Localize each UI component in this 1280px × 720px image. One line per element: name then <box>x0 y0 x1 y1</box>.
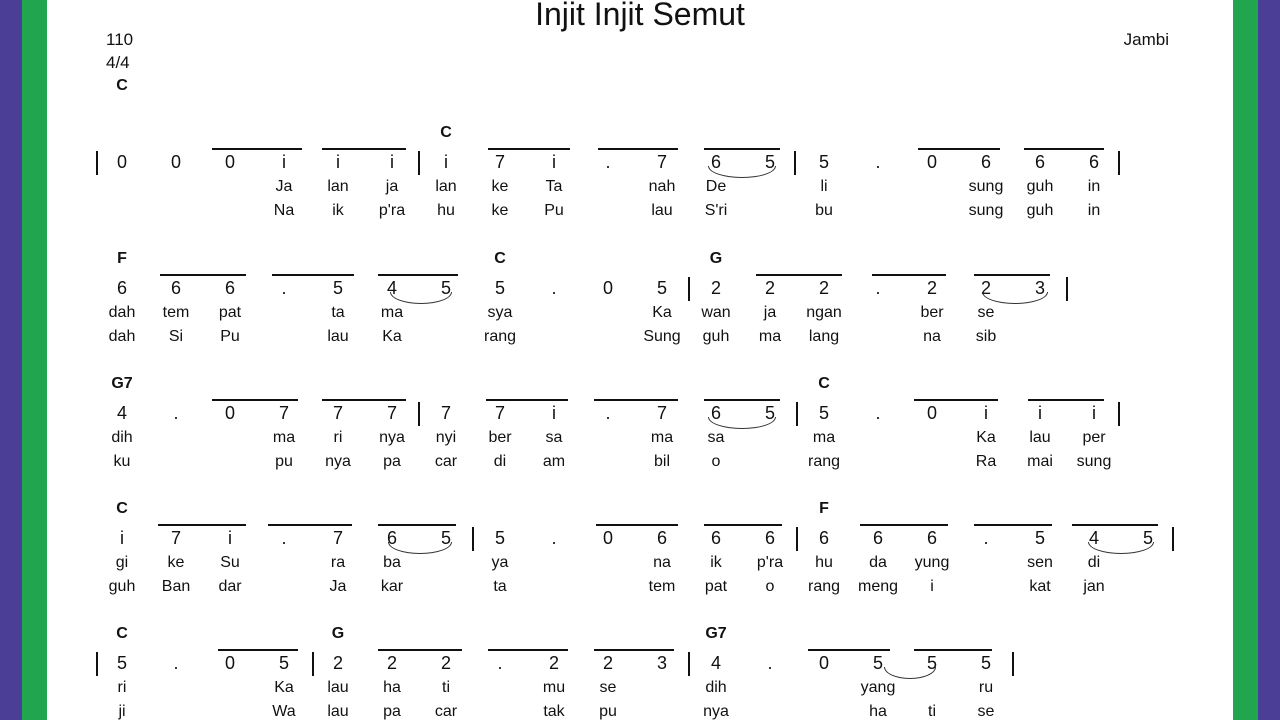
bar-line <box>794 151 796 175</box>
chord-symbol: F <box>819 500 829 517</box>
note-number: 5 <box>926 653 938 673</box>
lyric-verse-2: pat <box>704 578 728 595</box>
note-number: . <box>173 653 179 673</box>
beam-line <box>756 274 842 276</box>
lyric-verse-2: o <box>765 578 775 595</box>
note-number: 7 <box>170 528 182 548</box>
lyric-verse-1: ke <box>167 554 185 571</box>
song-title: Injit Injit Semut <box>535 0 745 32</box>
beam-line <box>914 399 998 401</box>
lyric-verse-1: yung <box>914 554 950 571</box>
lyric-verse-1: di <box>1087 554 1101 571</box>
lyric-verse-2: guh <box>1026 202 1054 219</box>
note-number: 2 <box>602 653 614 673</box>
note-number: 5 <box>764 152 776 172</box>
note-number: 0 <box>116 152 128 172</box>
lyric-verse-2: hu <box>437 202 455 219</box>
lyric-verse-2: sung <box>1076 453 1112 470</box>
slur-tie <box>884 667 936 679</box>
song-origin: Jambi <box>1123 30 1169 49</box>
lyric-verse-2: kat <box>1029 578 1051 595</box>
lyric-verse-2: S'ri <box>704 202 728 219</box>
lyric-verse-2: Si <box>168 328 184 345</box>
lyric-verse-2: ku <box>113 453 131 470</box>
lyric-verse-1: nah <box>648 178 676 195</box>
note-number: . <box>551 528 557 548</box>
lyric-verse-2: mai <box>1027 453 1053 470</box>
bar-line <box>418 151 420 175</box>
lyric-verse-1: yang <box>860 679 896 696</box>
lyric-verse-2: Sung <box>643 328 681 345</box>
lyric-verse-1: guh <box>1026 178 1054 195</box>
note-number: . <box>281 278 287 298</box>
beam-line <box>594 399 678 401</box>
lyric-verse-2: sib <box>975 328 997 345</box>
lyric-verse-1: sa <box>707 429 725 446</box>
lyric-verse-2: Wa <box>272 703 296 720</box>
lyric-verse-2: lau <box>327 703 349 720</box>
lyric-verse-2: nya <box>703 703 729 720</box>
note-number: 7 <box>278 403 290 423</box>
note-number: 7 <box>494 403 506 423</box>
note-number: 6 <box>710 528 722 548</box>
lyric-verse-2: ke <box>491 202 509 219</box>
lyric-verse-2: jan <box>1083 578 1105 595</box>
lyric-verse-2: i <box>930 578 934 595</box>
beam-line <box>594 649 674 651</box>
note-number: 0 <box>170 152 182 172</box>
lyric-verse-1: ri <box>333 429 343 446</box>
note-number: 6 <box>224 278 236 298</box>
note-number: 6 <box>818 528 830 548</box>
lyric-verse-1: tem <box>162 304 190 321</box>
lyric-verse-2: lang <box>808 328 840 345</box>
beam-line <box>160 274 246 276</box>
note-number: i <box>552 152 556 172</box>
note-number: i <box>552 403 556 423</box>
lyric-verse-2: ta <box>493 578 507 595</box>
lyric-verse-1: ik <box>710 554 722 571</box>
lyric-verse-1: ba <box>383 554 401 571</box>
lyric-verse-1: De <box>705 178 727 195</box>
beam-line <box>268 524 352 526</box>
lyric-verse-1: ber <box>920 304 944 321</box>
note-number: . <box>173 403 179 423</box>
slur-tie <box>708 166 776 178</box>
opening-chord: C <box>116 77 128 94</box>
tempo-marking: 110 <box>106 30 134 49</box>
left-border-stripe <box>22 0 47 720</box>
lyric-verse-1: in <box>1087 178 1101 195</box>
lyric-verse-1: ru <box>978 679 994 696</box>
note-number: 2 <box>710 278 722 298</box>
lyric-verse-1: wan <box>701 304 731 321</box>
note-number: 2 <box>764 278 776 298</box>
lyric-verse-2: Ja <box>329 578 347 595</box>
lyric-verse-2: Ban <box>161 578 191 595</box>
note-number: i <box>120 528 124 548</box>
lyric-verse-1: Su <box>220 554 240 571</box>
chord-symbol: G <box>331 625 345 642</box>
chord-symbol: C <box>818 375 830 392</box>
lyric-verse-1: nya <box>379 429 405 446</box>
note-number: 7 <box>656 152 668 172</box>
time-signature: 4/4 <box>106 53 130 72</box>
lyric-verse-2: nya <box>325 453 351 470</box>
lyric-verse-2: meng <box>857 578 899 595</box>
lyric-verse-1: sa <box>545 429 563 446</box>
note-number: i <box>1092 403 1096 423</box>
slur-tie <box>388 542 452 554</box>
lyric-verse-1: dih <box>111 429 133 446</box>
note-number: 5 <box>494 528 506 548</box>
beam-line <box>322 148 406 150</box>
bar-line <box>688 652 690 676</box>
lyric-verse-2: am <box>542 453 566 470</box>
chord-symbol: G <box>709 250 723 267</box>
lyric-verse-2: car <box>434 703 458 720</box>
note-number: 7 <box>440 403 452 423</box>
lyric-verse-1: lau <box>327 679 349 696</box>
lyric-verse-1: gi <box>115 554 129 571</box>
note-number: 6 <box>872 528 884 548</box>
bar-line <box>472 527 474 551</box>
lyric-verse-2: Ra <box>975 453 997 470</box>
lyric-verse-1: sya <box>487 304 513 321</box>
lyric-verse-1: dah <box>108 304 136 321</box>
note-number: i <box>228 528 232 548</box>
lyric-verse-1: ma <box>272 429 296 446</box>
note-number: 0 <box>224 403 236 423</box>
lyric-verse-2: rang <box>807 453 841 470</box>
lyric-verse-1: lan <box>435 178 457 195</box>
beam-line <box>974 274 1050 276</box>
beam-line <box>598 148 678 150</box>
lyric-verse-1: Ta <box>545 178 563 195</box>
lyric-verse-1: ma <box>650 429 674 446</box>
note-number: 2 <box>818 278 830 298</box>
note-number: i <box>984 403 988 423</box>
lyric-verse-2: se <box>977 703 995 720</box>
lyric-verse-2: Pu <box>544 202 564 219</box>
note-number: 6 <box>656 528 668 548</box>
note-number: 0 <box>224 152 236 172</box>
lyric-verse-1: ja <box>763 304 777 321</box>
lyric-verse-1: ti <box>442 679 450 696</box>
lyric-verse-2: pu <box>599 703 617 720</box>
note-number: 6 <box>710 152 722 172</box>
note-number: 6 <box>926 528 938 548</box>
beam-line <box>1072 524 1158 526</box>
beam-line <box>488 148 570 150</box>
note-number: i <box>282 152 286 172</box>
chord-symbol: C <box>494 250 506 267</box>
beam-line <box>860 524 948 526</box>
note-number: 5 <box>332 278 344 298</box>
lyric-verse-2: guh <box>702 328 730 345</box>
lyric-verse-2: tak <box>543 703 565 720</box>
lyric-verse-2: dah <box>108 328 136 345</box>
bar-line <box>1172 527 1174 551</box>
bar-line <box>96 652 98 676</box>
lyric-verse-1: ya <box>491 554 509 571</box>
slur-tie <box>1088 542 1154 554</box>
note-number: 0 <box>602 528 614 548</box>
bar-line <box>1012 652 1014 676</box>
lyric-verse-2: ti <box>928 703 936 720</box>
bar-line <box>312 652 314 676</box>
lyric-verse-2: in <box>1087 202 1101 219</box>
note-number: 6 <box>386 528 398 548</box>
lyric-verse-1: mu <box>542 679 566 696</box>
lyric-verse-2: lau <box>651 202 673 219</box>
beam-line <box>212 148 302 150</box>
beam-line <box>486 399 568 401</box>
lyric-verse-2: o <box>711 453 721 470</box>
note-number: 2 <box>548 653 560 673</box>
beam-line <box>704 524 782 526</box>
bar-line <box>96 151 98 175</box>
lyric-verse-2: ik <box>332 202 344 219</box>
note-number: 5 <box>1034 528 1046 548</box>
slur-tie <box>390 292 452 304</box>
lyric-verse-2: Ka <box>382 328 402 345</box>
chord-symbol: C <box>116 500 128 517</box>
note-number: 2 <box>386 653 398 673</box>
note-number: 5 <box>818 152 830 172</box>
note-number: 2 <box>980 278 992 298</box>
lyric-verse-1: sen <box>1027 554 1053 571</box>
beam-line <box>704 399 780 401</box>
chord-symbol: F <box>117 250 127 267</box>
bar-line <box>1118 151 1120 175</box>
lyric-verse-2: bil <box>653 453 671 470</box>
beam-line <box>918 148 1000 150</box>
bar-line <box>1066 277 1068 301</box>
lyric-verse-1: Ka <box>652 304 672 321</box>
note-number: 5 <box>764 403 776 423</box>
lyric-verse-1: Ka <box>274 679 294 696</box>
note-number: . <box>605 403 611 423</box>
lyric-verse-2: ma <box>758 328 782 345</box>
chord-symbol: G7 <box>705 625 727 642</box>
note-number: 7 <box>656 403 668 423</box>
note-number: 5 <box>980 653 992 673</box>
note-number: 4 <box>386 278 398 298</box>
lyric-verse-1: li <box>820 178 828 195</box>
lyric-verse-2: rang <box>807 578 841 595</box>
lyric-verse-2: tem <box>648 578 676 595</box>
note-number: . <box>497 653 503 673</box>
bar-line <box>796 402 798 426</box>
beam-line <box>322 399 406 401</box>
lyric-verse-1: ri <box>117 679 127 696</box>
lyric-verse-1: ta <box>331 304 345 321</box>
lyric-verse-2: dar <box>218 578 242 595</box>
beam-line <box>218 649 298 651</box>
note-number: 6 <box>1088 152 1100 172</box>
score-sheet <box>47 0 1233 720</box>
note-number: 0 <box>926 152 938 172</box>
lyric-verse-1: ha <box>383 679 401 696</box>
beam-line <box>704 148 780 150</box>
note-number: 2 <box>926 278 938 298</box>
note-number: 7 <box>494 152 506 172</box>
note-number: . <box>281 528 287 548</box>
beam-line <box>914 649 992 651</box>
lyric-verse-1: ngan <box>806 304 842 321</box>
note-number: 2 <box>440 653 452 673</box>
note-number: 5 <box>278 653 290 673</box>
lyric-verse-2: sung <box>968 202 1004 219</box>
note-number: . <box>605 152 611 172</box>
lyric-verse-2: car <box>434 453 458 470</box>
lyric-verse-1: ma <box>812 429 836 446</box>
note-number: 5 <box>1142 528 1154 548</box>
lyric-verse-2: ji <box>118 703 126 720</box>
lyric-verse-1: ber <box>488 429 512 446</box>
slur-tie <box>708 417 776 429</box>
note-number: 6 <box>116 278 128 298</box>
note-number: 5 <box>656 278 668 298</box>
note-number: . <box>551 278 557 298</box>
note-number: 5 <box>440 528 452 548</box>
lyric-verse-1: ma <box>380 304 404 321</box>
beam-line <box>378 524 456 526</box>
note-number: 7 <box>332 528 344 548</box>
lyric-verse-1: hu <box>815 554 833 571</box>
beam-line <box>158 524 246 526</box>
chord-symbol: C <box>440 124 452 141</box>
note-number: 0 <box>224 653 236 673</box>
note-number: . <box>767 653 773 673</box>
lyric-verse-2: Pu <box>220 328 240 345</box>
lyric-verse-1: lau <box>1029 429 1051 446</box>
lyric-verse-2: kar <box>380 578 404 595</box>
lyric-verse-2: pa <box>383 453 401 470</box>
note-number: i <box>336 152 340 172</box>
note-number: 5 <box>440 278 452 298</box>
note-number: 4 <box>116 403 128 423</box>
note-number: 6 <box>710 403 722 423</box>
note-number: 0 <box>926 403 938 423</box>
lyric-verse-1: per <box>1082 429 1106 446</box>
beam-line <box>872 274 946 276</box>
beam-line <box>272 274 354 276</box>
lyric-verse-1: pat <box>218 304 242 321</box>
lyric-verse-1: da <box>869 554 887 571</box>
lyric-verse-2: rang <box>483 328 517 345</box>
chord-symbol: C <box>116 625 128 642</box>
note-number: 6 <box>980 152 992 172</box>
lyric-verse-2: p'ra <box>378 202 406 219</box>
lyric-verse-1: Ja <box>275 178 293 195</box>
bar-line <box>418 402 420 426</box>
beam-line <box>488 649 568 651</box>
lyric-verse-1: ra <box>330 554 346 571</box>
beam-line <box>212 399 298 401</box>
beam-line <box>1028 399 1104 401</box>
note-number: 0 <box>818 653 830 673</box>
lyric-verse-2: na <box>923 328 941 345</box>
lyric-verse-1: Ka <box>976 429 996 446</box>
lyric-verse-1: na <box>653 554 671 571</box>
lyric-verse-1: sung <box>968 178 1004 195</box>
note-number: 3 <box>1034 278 1046 298</box>
lyric-verse-2: bu <box>815 202 833 219</box>
bar-line <box>688 277 690 301</box>
note-number: 6 <box>170 278 182 298</box>
note-number: 3 <box>656 653 668 673</box>
lyric-verse-2: guh <box>108 578 136 595</box>
note-number: i <box>444 152 448 172</box>
note-number: 5 <box>116 653 128 673</box>
lyric-verse-2: lau <box>327 328 349 345</box>
note-number: 6 <box>764 528 776 548</box>
note-number: i <box>390 152 394 172</box>
note-number: 6 <box>1034 152 1046 172</box>
lyric-verse-1: lan <box>327 178 349 195</box>
slur-tie <box>982 292 1048 304</box>
bar-line <box>796 527 798 551</box>
lyric-verse-2: ha <box>869 703 887 720</box>
note-number: 7 <box>332 403 344 423</box>
note-number: 0 <box>602 278 614 298</box>
note-number: . <box>875 403 881 423</box>
lyric-verse-1: ja <box>385 178 399 195</box>
note-number: . <box>875 152 881 172</box>
beam-line <box>974 524 1052 526</box>
beam-line <box>808 649 890 651</box>
beam-line <box>1024 148 1104 150</box>
note-number: 7 <box>386 403 398 423</box>
lyric-verse-1: p'ra <box>756 554 784 571</box>
lyric-verse-1: se <box>599 679 617 696</box>
lyric-verse-1: ke <box>491 178 509 195</box>
lyric-verse-2: Na <box>273 202 295 219</box>
note-number: 2 <box>332 653 344 673</box>
note-number: 4 <box>710 653 722 673</box>
lyric-verse-1: dih <box>705 679 727 696</box>
note-number: 5 <box>494 278 506 298</box>
right-border-stripe <box>1233 0 1258 720</box>
note-number: . <box>875 278 881 298</box>
beam-line <box>378 274 458 276</box>
note-number: 5 <box>818 403 830 423</box>
lyric-verse-2: di <box>493 453 507 470</box>
lyric-verse-1: nyi <box>435 429 457 446</box>
note-number: i <box>1038 403 1042 423</box>
note-number: 4 <box>1088 528 1100 548</box>
lyric-verse-1: se <box>977 304 995 321</box>
beam-line <box>596 524 678 526</box>
note-number: 5 <box>872 653 884 673</box>
chord-symbol: G7 <box>111 375 133 392</box>
note-number: . <box>983 528 989 548</box>
bar-line <box>1118 402 1120 426</box>
lyric-verse-2: pa <box>383 703 401 720</box>
lyric-verse-2: pu <box>275 453 293 470</box>
beam-line <box>378 649 462 651</box>
